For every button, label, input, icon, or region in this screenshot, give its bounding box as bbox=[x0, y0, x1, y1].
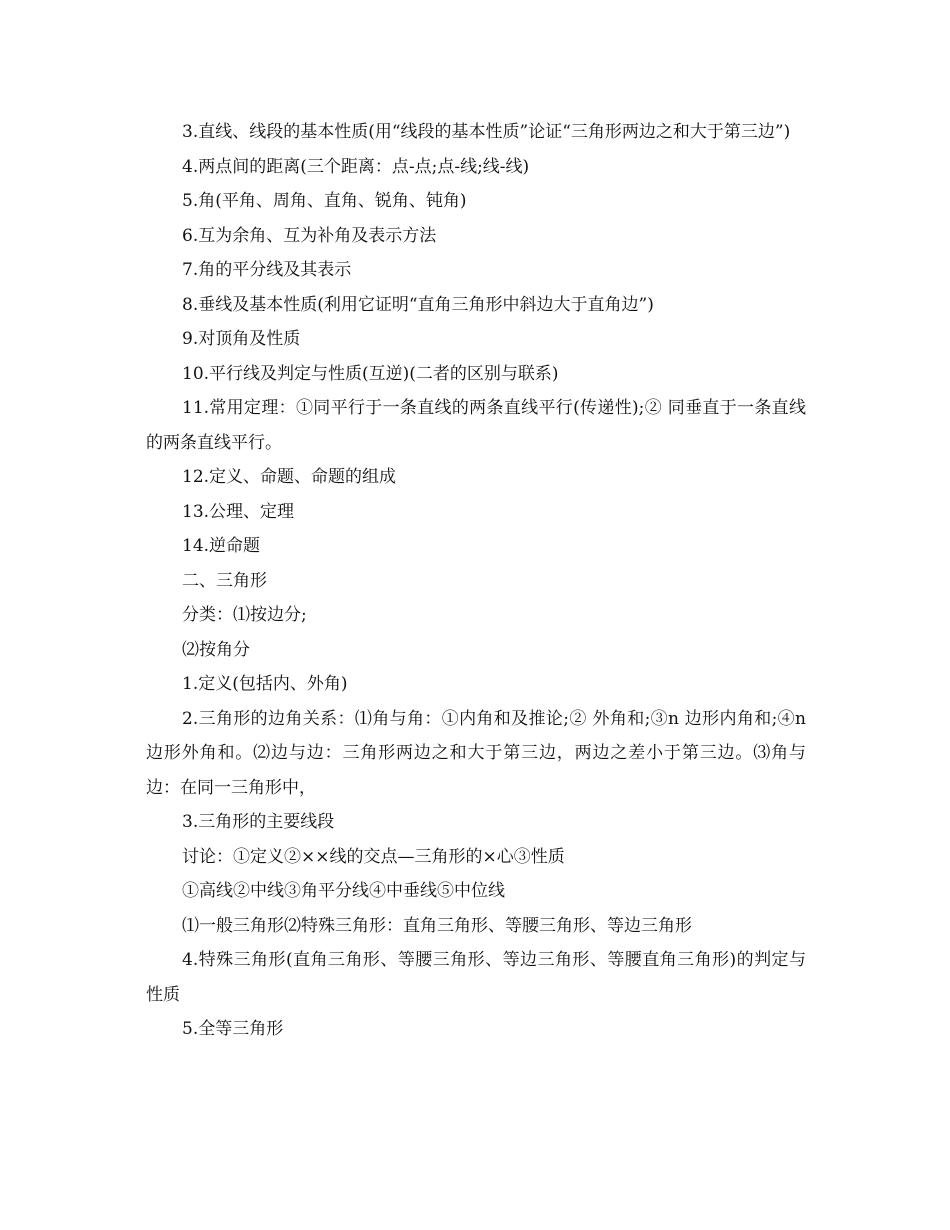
paragraph-converse: 14.逆命题 bbox=[182, 536, 261, 556]
paragraph-complementary-angles: 6.互为余角、互为补角及表示方法 bbox=[182, 225, 437, 246]
paragraph-discussion: 讨论：①定义②××线的交点—三角形的×心③性质 bbox=[182, 846, 565, 867]
paragraph-vertical-angles: 9.对顶角及性质 bbox=[182, 329, 301, 349]
paragraph-congruent-triangles: 5.全等三角形 bbox=[182, 1019, 284, 1039]
paragraph-triangle-definition: 1.定义(包括内、外角) bbox=[182, 674, 348, 694]
paragraph-triangle-kinds: ⑴一般三角形⑵特殊三角形：直角三角形、等腰三角形、等边三角形 bbox=[182, 915, 692, 936]
paragraph-classification-angles: ⑵按角分 bbox=[182, 639, 250, 660]
paragraph-parallel-lines: 10.平行线及判定与性质(互逆)(二者的区别与联系) bbox=[182, 363, 559, 384]
paragraph-angle-bisector: 7.角的平分线及其表示 bbox=[182, 260, 352, 280]
paragraph-common-theorems: 11.常用定理：①同平行于一条直线的两条直线平行(传递性);② 同垂直于一条直线的两条直线平行。 bbox=[146, 398, 806, 453]
paragraph-classification-sides: 分类：⑴按边分; bbox=[182, 605, 307, 625]
document-body bbox=[146, 115, 806, 1047]
paragraph-perpendicular: 8.垂线及基本性质(利用它证明“直角三角形中斜边大于直角边”) bbox=[182, 294, 654, 315]
paragraph-distance: 4.两点间的距离(三个距离：点-点;点-线;线-线) bbox=[182, 156, 530, 177]
paragraph-main-segments: 3.三角形的主要线段 bbox=[182, 812, 335, 832]
paragraph-definition-proposition: 12.定义、命题、命题的组成 bbox=[182, 467, 397, 487]
paragraph-special-triangles: 4.特殊三角形(直角三角形、等腰三角形、等边三角形、等腰直角三角形)的判定与性质 bbox=[146, 950, 806, 1005]
paragraph-axiom-theorem: 13.公理、定理 bbox=[182, 501, 295, 522]
paragraph-line-segment-properties: 3.直线、线段的基本性质(用“线段的基本性质”论证“三角形两边之和大于第三边”) bbox=[182, 122, 791, 142]
paragraph-segment-list: ①高线②中线③角平分线④中垂线⑤中位线 bbox=[182, 881, 505, 901]
paragraph-angle-types: 5.角(平角、周角、直角、锐角、钝角) bbox=[182, 191, 467, 211]
section-heading-triangle: 二、三角形 bbox=[182, 570, 267, 591]
paragraph-side-angle-relations: 2.三角形的边角关系：⑴角与角：①内角和及推论;② 外角和;③n 边形内角和;④n 边形外角和。⑵边与边：三角形两边之和大于第三边，两边之差小于第三边。⑶角与边：在同一三角形中， bbox=[146, 708, 806, 798]
